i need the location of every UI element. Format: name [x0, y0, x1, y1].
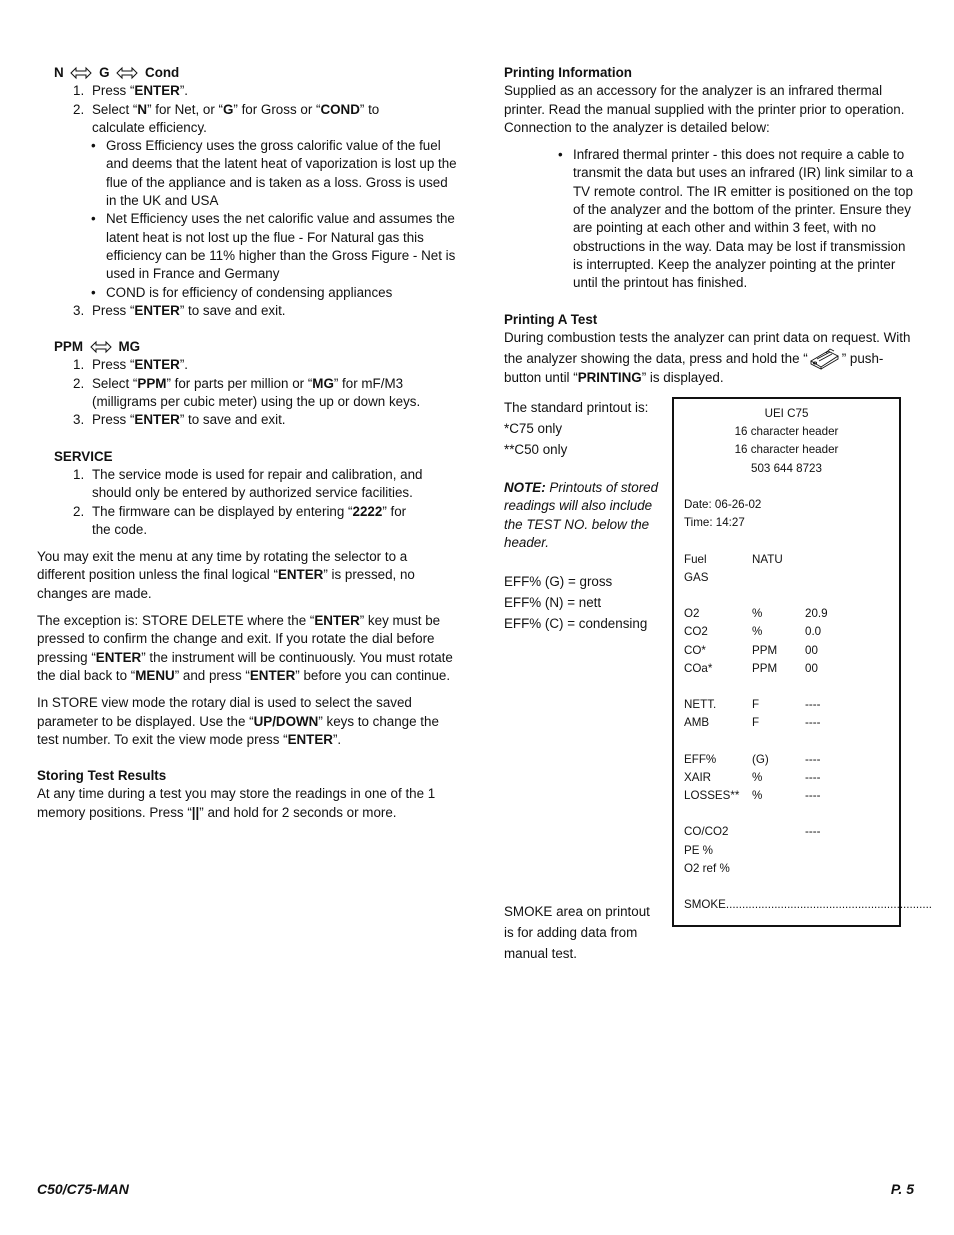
- ppm-step-2: 2. Select “PPM” for parts per million or “MG” for mF/M3 (milligrams per cubic meter) using the up or down keys.: [73, 375, 421, 410]
- bullet-cond: • COND is for efficiency of condensing appliances: [91, 284, 393, 300]
- ppm-mg-heading: PPM MG: [54, 339, 141, 355]
- double-arrow-icon: [116, 66, 138, 80]
- printout-smoke: SMOKE................................................................: [684, 898, 933, 912]
- printing-test-paragraph: During combustion tests the analyzer can print data on request. With the analyzer showing the data, press and hold the “ ” push-button until “PRINTING” is displayed.: [504, 329, 911, 386]
- ng-cond-heading: [54, 64, 457, 82]
- ng-step-1: 1. Press “ENTER”.: [73, 83, 188, 99]
- ng-steps: [37, 82, 457, 137]
- heading-cond: Cond: [145, 65, 180, 80]
- c75-only-label: *C75 only: [504, 420, 563, 436]
- eff-nett-label: EFF% (N) = nett: [504, 594, 602, 610]
- storing-paragraph: At any time during a test you may store the readings in one of the 1 memory positions. Press “||” and hold for 2 seconds or more.: [37, 786, 436, 820]
- printout-header-2: 16 character header: [734, 425, 839, 439]
- printout-phone: 503 644 8723: [751, 461, 822, 475]
- printout-header-3: 16 character header: [734, 443, 839, 457]
- note-block: [504, 479, 664, 552]
- ppm-step-3: 3. Press “ENTER” to save and exit.: [73, 412, 286, 428]
- printout-time: Time: 14:27: [684, 516, 745, 530]
- ppm-step-1: 1. Press “ENTER”.: [73, 357, 188, 373]
- service-step-2: 2. The firmware can be displayed by entering “2222” for the code.: [73, 503, 407, 537]
- double-arrow-icon: [70, 66, 92, 80]
- eff-gross-label: EFF% (G) = gross: [504, 574, 613, 589]
- printout-row: CO2 % 0.0: [684, 625, 822, 639]
- note-label: NOTE:: [504, 480, 546, 495]
- infrared-bullet: • Infrared thermal printer - this does not require a cable to transmit the data but uses an infrared (IR) link similar to a TV remote control. The IR emitter is positioned on the top of the analyzer and the bottom of the printer. Ensure they are pointing at each other and within 3 feet, with no obstructions in the way. Data may be lost if transmission is interrupted. Keep the analyzer pointing at the printer until the printout has finished.: [558, 147, 914, 291]
- service-heading: SERVICE: [54, 448, 113, 464]
- printout-row: O2 % 20.9: [684, 607, 828, 621]
- service-step-1: 1. The service mode is used for repair and calibration, and should only be entered by authorized service facilities.: [73, 466, 423, 501]
- heading-g: G: [99, 65, 110, 80]
- footer-manual-id: C50/C75-MAN: [37, 1181, 129, 1197]
- printout-row: LOSSES** % ----: [684, 789, 821, 802]
- printout-row: AMB F ----: [684, 716, 821, 730]
- printout-row: CO* PPM 00: [684, 643, 818, 657]
- ng-step-3: 3. Press “ENTER” to save and exit.: [73, 302, 286, 318]
- footer-page-number: P. 5: [890, 1181, 914, 1197]
- printing-info-paragraph: Supplied as an accessory for the analyzer is an infrared thermal printer. Read the manual supplied with the printer prior to operation. Connection to the analyzer is detailed below:: [504, 83, 905, 135]
- efficiency-bullets: [37, 137, 457, 302]
- c50-only-label: **C50 only: [504, 441, 568, 457]
- printout-row: XAIR % ----: [684, 770, 821, 784]
- printout-row: O2 ref %: [684, 861, 730, 875]
- printer-icon: [808, 347, 842, 369]
- ppm-steps: [37, 356, 457, 429]
- printout-row: PE %: [684, 843, 713, 857]
- double-arrow-icon: [90, 340, 112, 354]
- store-view-paragraph: In STORE view mode the rotary dial is used to select the saved parameter to be displayed. Use the “UP/DOWN” keys to change the test number. To exit the view mode press “ENTER”.: [37, 695, 439, 747]
- right-column: [504, 64, 916, 387]
- eff-legend: [504, 572, 674, 634]
- printout-row: COa* PPM 00: [684, 661, 818, 675]
- printing-info-bullets: [504, 146, 916, 292]
- printout-row: CO/CO2 ----: [684, 825, 821, 839]
- storing-heading: Storing Test Results: [37, 768, 167, 784]
- printout-notes: [504, 398, 664, 460]
- left-column: [37, 64, 457, 822]
- standard-printout-label: The standard printout is:: [504, 400, 649, 415]
- note-text: Printouts of stored readings will also include the TEST NO. below the header.: [504, 480, 659, 550]
- printout-box: [672, 397, 933, 927]
- bullet-gross: • Gross Efficiency uses the gross calorific value of the fuel and deems that the latent heat of vaporization is lost up the flue of the appliance and is taken as a loss. Gross is used in the UK and USA: [91, 138, 457, 209]
- exit-menu-paragraph: You may exit the menu at any time by rotating the selector to a different position unless the final logical “ENTER” is pressed, no changes are made.: [37, 549, 415, 601]
- printout-fuel-label: Fuel: [684, 552, 707, 566]
- bullet-net: • Net Efficiency uses the net calorific value and assumes the latent heat is not lost up the flue - For Natural gas this efficiency can be 11% higher than the Gross Figure - Net is used in France and Germany: [91, 211, 456, 282]
- exception-paragraph: The exception is: STORE DELETE where the “ENTER” key must be pressed to confirm the change and exit. If you rotate the dial before pressing “ENTER” the instrument will be continuously. You must rotate the dial back to “MENU” and press “ENTER” before you can continue.: [37, 613, 453, 683]
- service-steps: [37, 466, 457, 539]
- printout-fuel-value: NATU: [752, 552, 783, 566]
- smoke-note: SMOKE area on printout is for adding data from manual test.: [504, 904, 650, 961]
- printout-gas-label: GAS: [684, 570, 709, 584]
- printout-header-1: UEI C75: [764, 407, 809, 420]
- printing-info-heading: Printing Information: [504, 65, 632, 80]
- heading-n: N: [54, 65, 64, 80]
- printout-date: Date: 06-26-02: [684, 498, 762, 511]
- printout-row: NETT. F ----: [684, 698, 821, 712]
- printing-test-heading: Printing A Test: [504, 311, 598, 327]
- ng-step-2: 2. Select “N” for Net, or “G” for Gross or “COND” to calculate efficiency.: [73, 101, 380, 135]
- printout-row: EFF% (G) ----: [684, 752, 821, 766]
- eff-condensing-label: EFF% (C) = condensing: [504, 615, 648, 631]
